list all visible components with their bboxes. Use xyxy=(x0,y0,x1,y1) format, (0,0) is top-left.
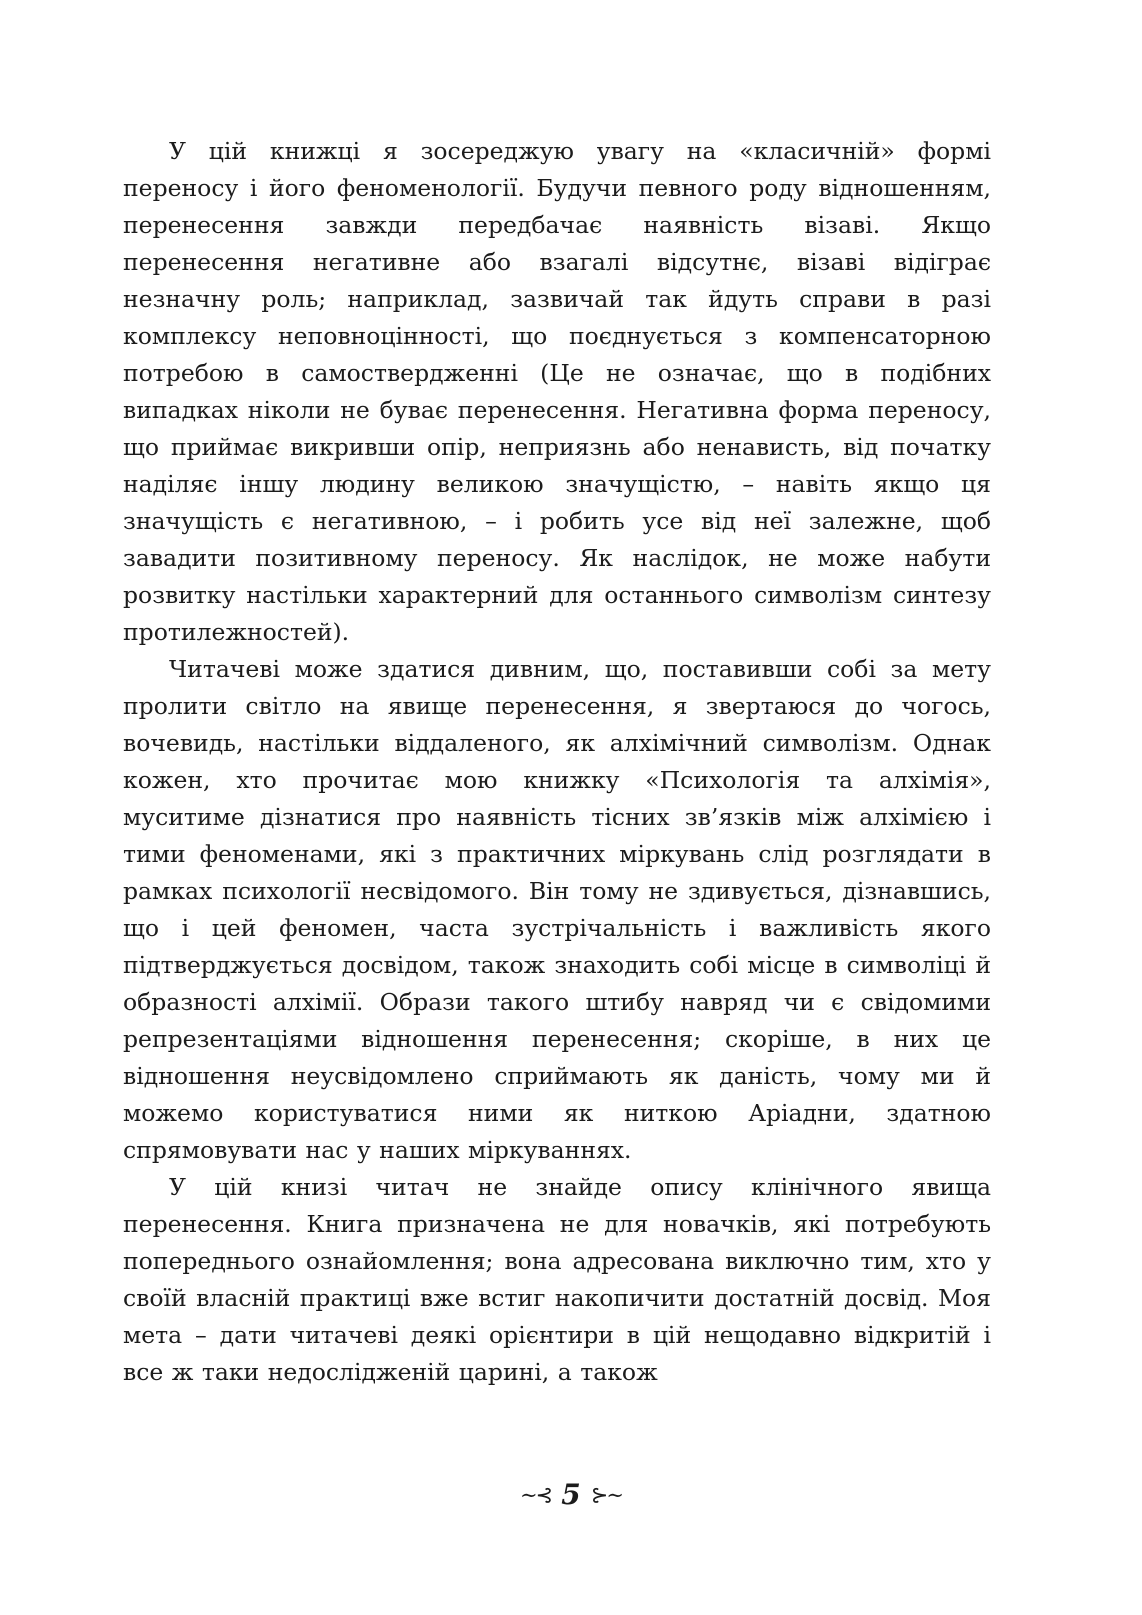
flourish-right-icon: ⊱∼ xyxy=(590,1483,622,1507)
paragraph-3: У цій книзі читач не знайде опису клінічного явища перенесення. Книга призначена не для новачків, які потребують попереднього ознайомлення; вона адресована виключно тим, хто у своїй власній практиці вже встиг накопичити достатній досвід. Моя мета – дати читачеві деякі орієнтири в цій нещодавно відкритій і все ж таки недослідженій царині, а також xyxy=(123,1173,991,1386)
page-number: 5 xyxy=(561,1478,581,1511)
paragraph-1: У цій книжці я зосереджую увагу на «класичній» формі переносу і його феноменології. Будучи певного роду відношенням, перенесення завжди передбачає наявність візаві. Якщо перенесення негативне або взагалі відсутнє, візаві відіграє незначну роль; наприклад, зазвичай так йдуть справи в разі комплексу неповноцінності, що поєднується з компенсаторною потребою в самоствердженні (Це не означає, що в подібних випадках ніколи не буває перенесення. Негативна форма переносу, що приймає викривши опір, неприязнь або ненависть, від початку наділяє іншу людину великою значущістю, – навіть якщо ця значущість є негативною, – і робить усе від неї залежне, щоб завадити позитивному переносу. Як наслідок, не може набути розвитку настільки характерний для останнього символізм синтезу протилежностей). xyxy=(123,137,991,646)
page-footer xyxy=(0,1478,1142,1511)
text-block xyxy=(123,133,991,1391)
flourish-left-icon: ∼⊰ xyxy=(520,1483,552,1507)
paragraph-2: Читачеві може здатися дивним, що, поставивши собі за мету пролити світло на явище перенесення, я звертаюся до чогось, вочевидь, настільки віддаленого, як алхімічний символізм. Однак кожен, хто прочитає мою книжку «Психологія та алхімія», муситиме дізнатися про наявність тісних зв’язків між алхімією і тими феноменами, які з практичних міркувань слід розглядати в рамках психології несвідомого. Він тому не здивується, дізнавшись, що і цей феномен, часта зустрічальність і важливість якого підтверджується досвідом, також знаходить собі місце в символіці й образності алхімії. Образи такого штибу навряд чи є свідомими репрезентаціями відношення перенесення; скоріше, в них це відношення неусвідомлено сприймають як даність, чому ми й можемо користуватися ними як ниткою Аріадни, здатною спрямовувати нас у наших міркуваннях. xyxy=(123,655,991,1164)
